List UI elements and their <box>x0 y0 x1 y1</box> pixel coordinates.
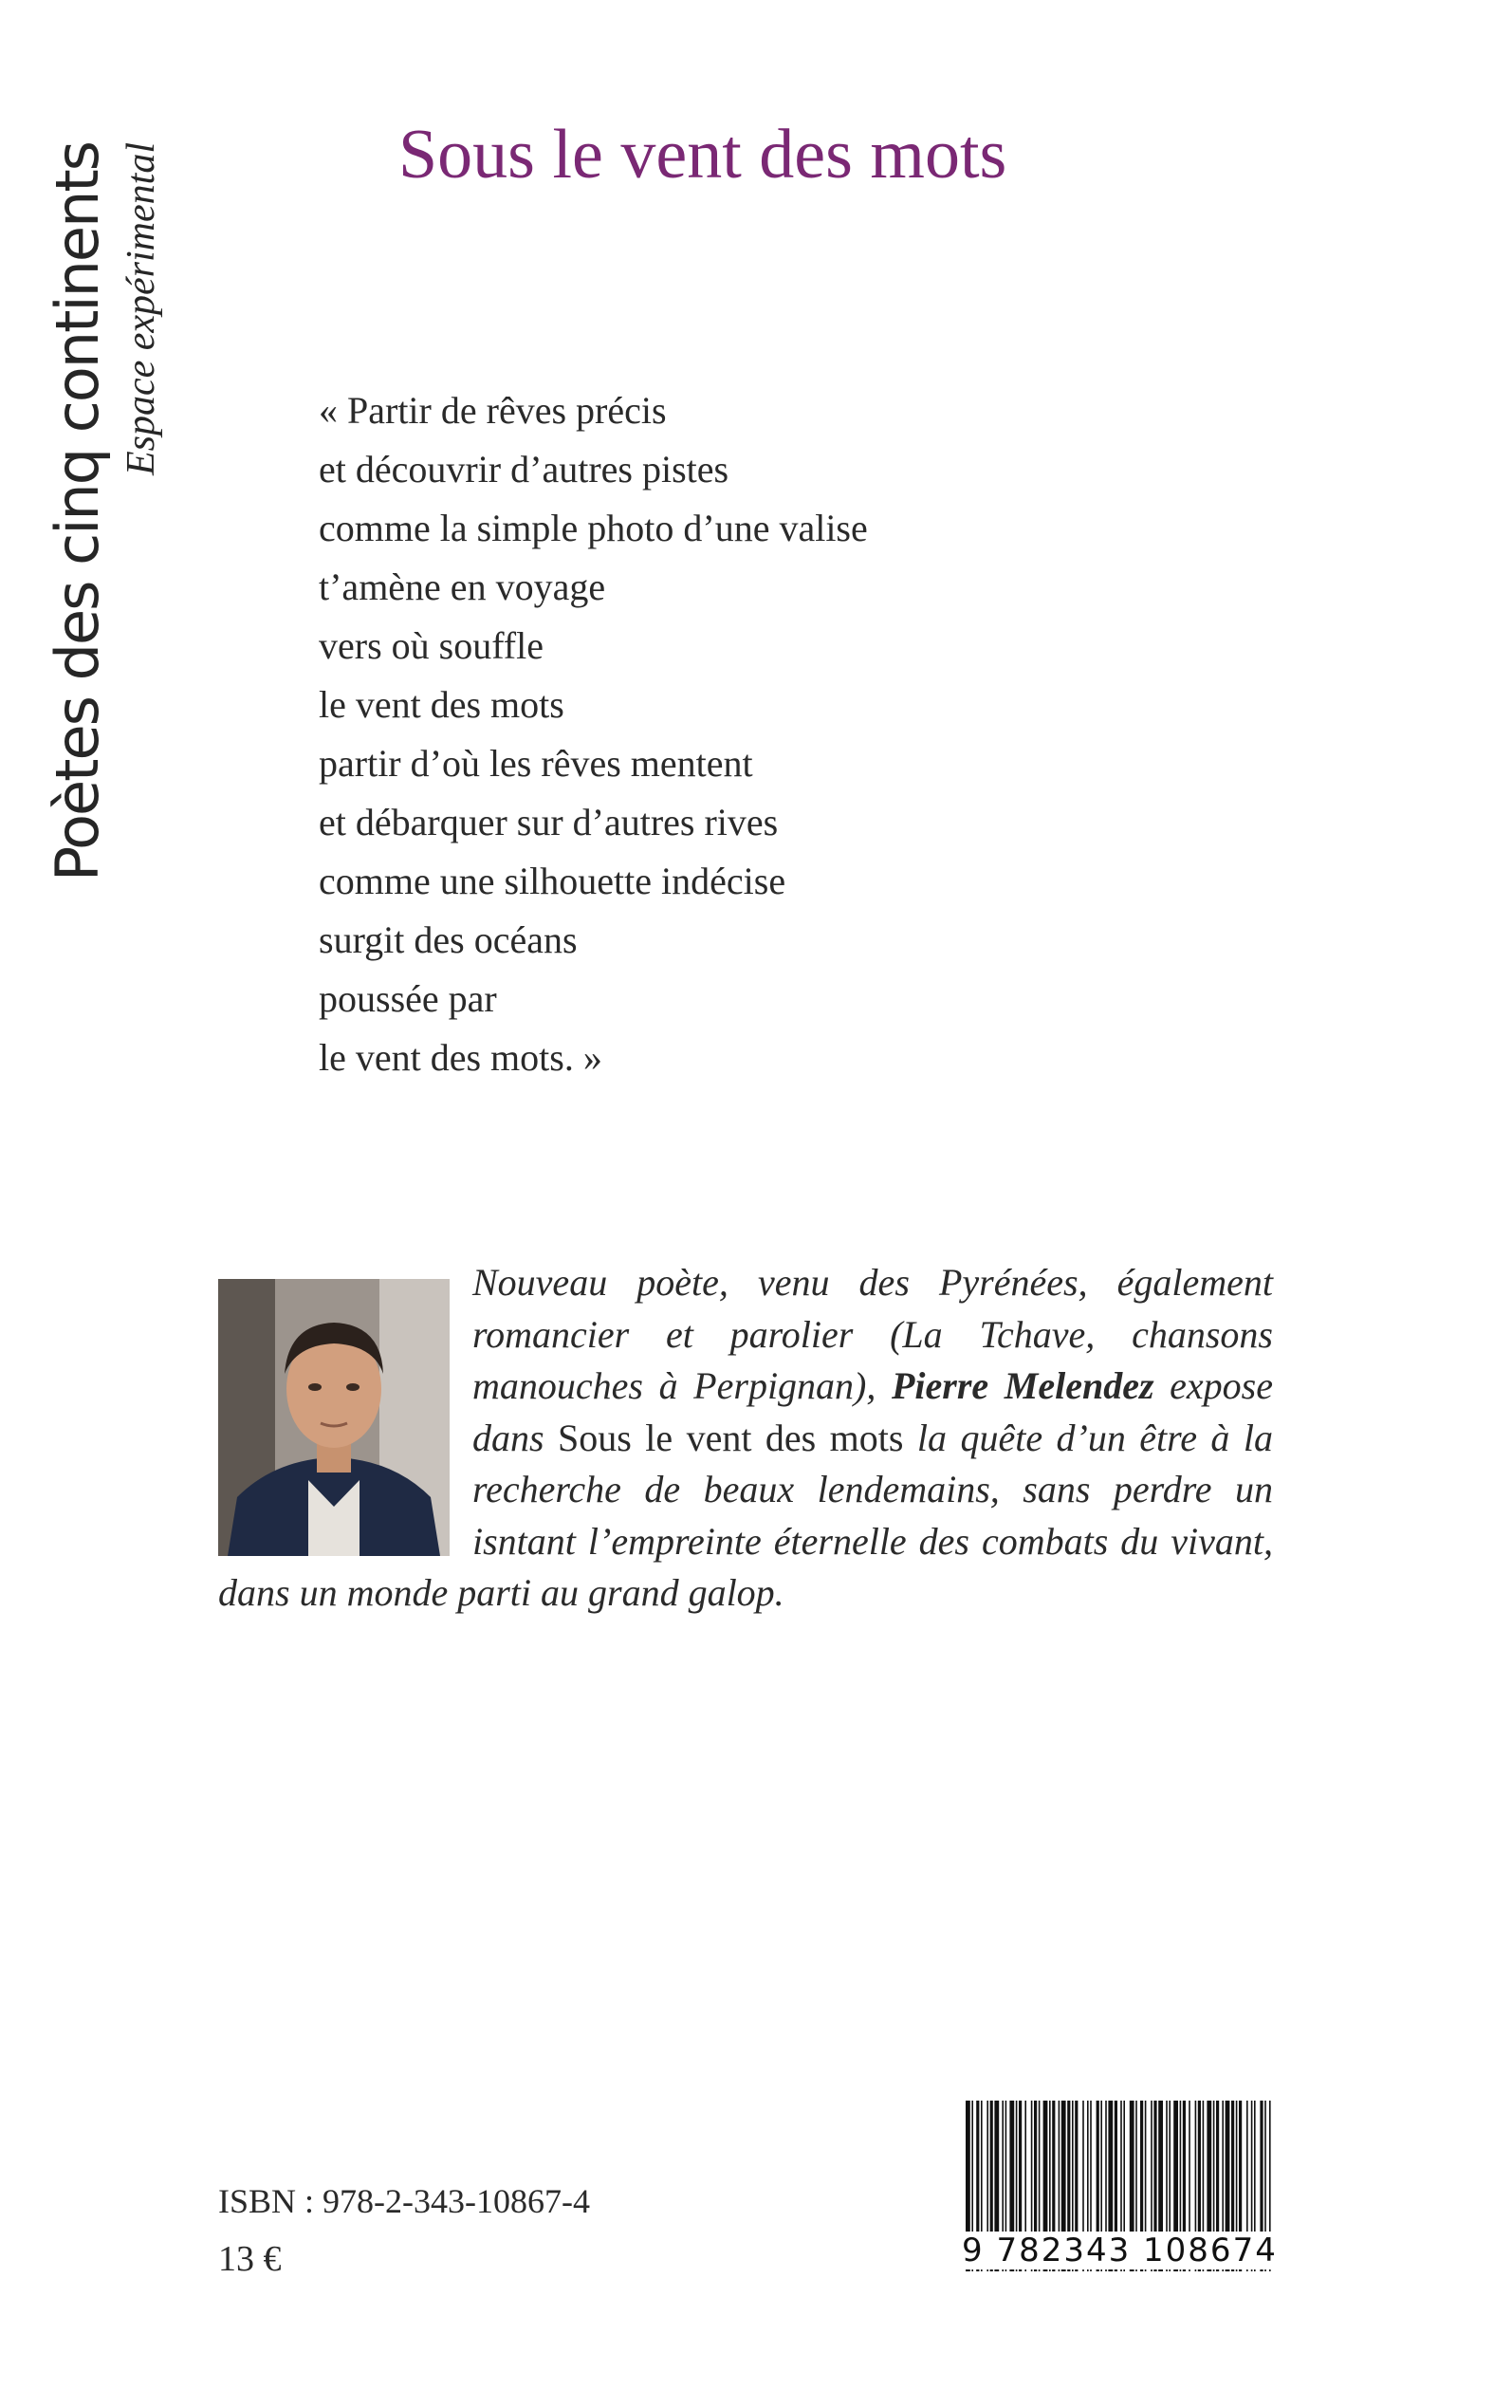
poem-line: le vent des mots <box>319 683 564 726</box>
series-subtitle: Espace expérimental <box>120 142 163 476</box>
author-portrait-graphic <box>218 1279 450 1556</box>
poem-line: vers où souffle <box>319 624 544 667</box>
poem-excerpt <box>319 381 868 1087</box>
series-name: Poètes des cinq continents <box>43 142 112 882</box>
poem-line: surgit des océans <box>319 918 578 961</box>
poem-line: poussée par <box>319 977 497 1020</box>
poem-line: et découvrir d’autres pistes <box>319 448 729 491</box>
isbn: ISBN : 978-2-343-10867-4 <box>218 2182 590 2220</box>
bio-book-title: Sous le vent des mots <box>558 1416 904 1459</box>
series-rotated-block <box>42 142 175 939</box>
series-spine <box>42 142 175 939</box>
poem-line: « Partir de rêves précis <box>319 389 667 432</box>
poem-line: t’amène en voyage <box>319 565 606 608</box>
author-photo <box>218 1279 450 1556</box>
poem-line: partir d’où les rêves mentent <box>319 742 753 785</box>
poem-line: comme la simple photo d’une valise <box>319 507 868 549</box>
bio-text: Nouveau poète, venu des Pyrénées, également romancier et parolier (La Tchave, chansons manouches à Perpignan), <box>472 1261 1273 1407</box>
author-bio <box>218 1257 1273 1620</box>
price: 13 € <box>218 2239 282 2279</box>
author-name: Pierre Melendez <box>892 1364 1154 1407</box>
poem-line: comme une silhouette indécise <box>319 860 786 902</box>
poem-line: et débarquer sur d’autres rives <box>319 801 779 843</box>
bio-text: expose dans <box>472 1364 1274 1459</box>
poem-line: le vent des mots. » <box>319 1036 602 1079</box>
book-title: Sous le vent des mots <box>398 116 1007 194</box>
bio-text: la quête d’un être à la recherche de beaux lendemains, sans perdre un isntant l’empreinte éternelle des combats du vivant, dans un monde parti au grand galop. <box>218 1416 1273 1614</box>
barcode-digits: 9 782343 108674 <box>962 2232 1278 2269</box>
